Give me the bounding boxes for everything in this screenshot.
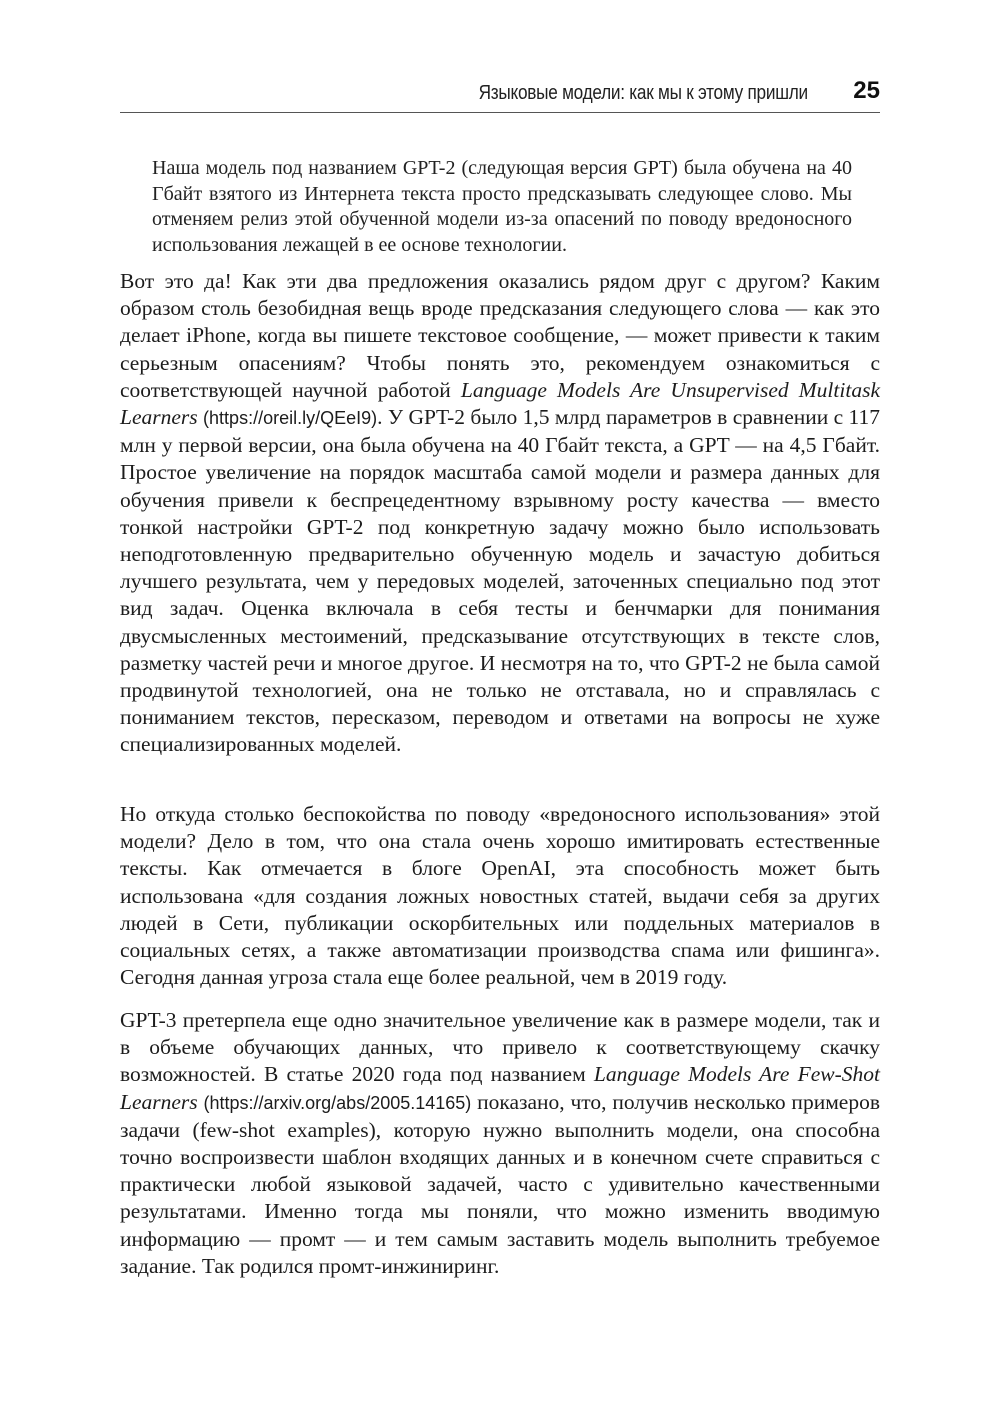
paper-title-1: Language Models Are Unsupervised Multitask Learners <box>120 377 880 430</box>
quote-text: Наша модель под названием GPT-2 (следующая версия GPT) была обучена на 40 Гбайт взятого из Интернета текста просто предсказывать следующее слово. Мы отменяем релиз этой обученной модели из-за опасений по поводу вредоносного использования лежащей в ее основе технологии. <box>152 157 852 256</box>
paper-link-2[interactable]: (https://arxiv.org/abs/2005.14165) <box>203 1092 472 1113</box>
paper-title-2: Language Models Are Few-Shot Learners <box>120 1062 880 1114</box>
paragraph-1-text-b: . У GPT-2 было 1,5 млрд параметров в сравнении с 117 млн у первой версии, она была обучена на 40 Гбайт текста, а GPT — на 4,5 Гбайт. Простое увеличение на порядок масштаба самой модели и размера данных для обучения привели к беспрецедентному взрывному росту качества — вместо тонкой настройки GPT-2 под конкретную задачу можно было использовать неподготовленную предварительно обученную модель и зачастую добиться лучшего результата, чем у передовых моделей, заточенных специально под этот вид задач. Оценка включала в себя тесты и бенчмарки для понимания двусмысленных местоимений, предсказывание отсутствующих в тексте слов, разметку частей речи и многое другое. И несмотря на то, что GPT-2 не была самой продвинутой технологией, она не только не отставала, но и справлялась с пониманием текстов, пересказом, переводом и ответами на вопросы не хуже специализированных моделей. <box>120 405 881 757</box>
paragraph-3-text-b: показано, что, получив несколько примеров задачи (few-shot examples), которую нужно выполнить модели, она способна точно воспроизвести шаблон входящих данных и в конечном счете справиться с практически любой языковой задачей, часто с удивительно качественными результатами. Именно тогда мы поняли, что можно изменить вводимую информацию — промт — и тем самым заставить модель выполнить требуемое задание. Так родился промт-инжиниринг. <box>120 1089 880 1278</box>
page-number: 25 <box>853 77 880 104</box>
paragraph-1-text-a: Вот это да! Как эти два предложения оказались рядом друг с другом? Каким образом столь безобидная вещь вроде предсказания следующего слова — как это делает iPhone, когда вы пишете текстовое сообщение, — может привести к таким серьезным опасениям? Чтобы понять это, рекомендуем ознакомиться с соответствующей научной работой <box>120 269 880 402</box>
epigraph-quote <box>152 156 852 258</box>
paragraph-3 <box>120 1007 880 1280</box>
paragraph-2-text: Но откуда столько беспокойства по поводу «вредоносного использования» этой модели? Дело в том, что она стала очень хорошо имитировать естественные тексты. Как отмечается в блоге OpenAI, эта способность может быть использована «для создания ложных новостных статей, выдачи себя за других людей в Сети, публикации оскорбительных или поддельных материалов в социальных сетях, а также автоматизации производства спама или фишинга». Сегодня данная угроза стала еще более реальной, чем в 2019 году. <box>120 802 880 990</box>
paragraph-2 <box>120 801 880 991</box>
running-head: Языковые модели: как мы к этому пришли <box>478 82 808 104</box>
paragraph-1 <box>120 268 880 759</box>
header-rule <box>120 112 880 113</box>
page-header <box>120 76 880 110</box>
paragraph-3-text-a: GPT-3 претерпела еще одно значительное увеличение как в размере модели, так и в объеме обучающих данных, что привело к соответствующему скачку возможностей. В статье 2020 года под названием <box>120 1008 880 1087</box>
paper-link-1[interactable]: (https://oreil.ly/QEeI9) <box>203 408 378 429</box>
